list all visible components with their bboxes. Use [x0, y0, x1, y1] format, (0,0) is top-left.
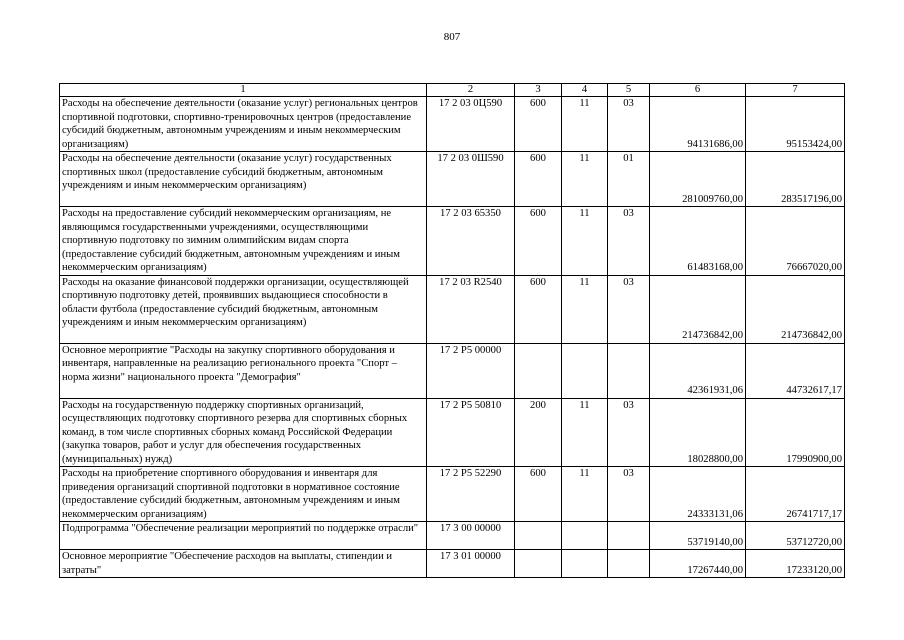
- row-amount-year1: 42361931,06: [650, 343, 746, 398]
- row-code: 17 2 03 0Ц590: [427, 97, 515, 152]
- table-header-row: [60, 84, 845, 97]
- row-expense-type: 200: [515, 398, 562, 467]
- header-cell: 3: [515, 84, 562, 97]
- table-row: [60, 343, 845, 398]
- row-amount-year2: 214736842,00: [746, 275, 845, 343]
- table-row: [60, 207, 845, 276]
- row-section: 11: [562, 152, 608, 207]
- row-subsection: [608, 522, 650, 550]
- table-row: [60, 467, 845, 522]
- table-row: [60, 522, 845, 550]
- row-code: 17 2 03 65350: [427, 207, 515, 276]
- row-amount-year2: 17233120,00: [746, 550, 845, 578]
- row-description: Подпрограмма "Обеспечение реализации мероприятий по поддержке отрасли": [60, 522, 427, 550]
- row-description: Расходы на предоставление субсидий некоммерческим организациям, не являющимся государственными учреждениями, осуществляющими спортивную подготовку по зимним олимпийским видам спорта (предоставление субсидий бюджетным, автономным учреждениям и иным некоммерческим организациям): [60, 207, 427, 276]
- row-code: 17 2 P5 00000: [427, 343, 515, 398]
- header-cell: 1: [60, 84, 427, 97]
- row-expense-type: 600: [515, 152, 562, 207]
- row-section: 11: [562, 97, 608, 152]
- row-description: Расходы на обеспечение деятельности (оказание услуг) региональных центров спортивной подготовки, спортивно-тренировочных центров (предоставление субсидий бюджетным, автономным учреждениям и иным некоммерческим организациям): [60, 97, 427, 152]
- row-amount-year1: 18028800,00: [650, 398, 746, 467]
- budget-table: [59, 83, 845, 578]
- row-code: 17 2 P5 50810: [427, 398, 515, 467]
- row-amount-year2: 26741717,17: [746, 467, 845, 522]
- row-section: [562, 522, 608, 550]
- row-description: Основное мероприятие "Обеспечение расходов на выплаты, стипендии и затраты": [60, 550, 427, 578]
- row-description: Расходы на государственную поддержку спортивных организаций, осуществляющих подготовку спортивного резерва для спортивных сборных команд, в том числе спортивных сборных команд Российской Федерации (закупка товаров, работ и услуг для обеспечения государственных (муниципальных) нужд): [60, 398, 427, 467]
- row-amount-year2: 283517196,00: [746, 152, 845, 207]
- row-expense-type: [515, 550, 562, 578]
- row-subsection: 03: [608, 97, 650, 152]
- row-section: [562, 343, 608, 398]
- row-expense-type: 600: [515, 207, 562, 276]
- row-amount-year1: 24333131,06: [650, 467, 746, 522]
- header-cell: 4: [562, 84, 608, 97]
- row-amount-year1: 214736842,00: [650, 275, 746, 343]
- row-expense-type: [515, 343, 562, 398]
- row-amount-year2: 44732617,17: [746, 343, 845, 398]
- header-cell: 7: [746, 84, 845, 97]
- header-cell: 2: [427, 84, 515, 97]
- row-section: 11: [562, 467, 608, 522]
- page-number: 807: [443, 31, 461, 43]
- table-row: [60, 97, 845, 152]
- row-amount-year1: 281009760,00: [650, 152, 746, 207]
- row-description: Расходы на приобретение спортивного оборудования и инвентаря для приведения организаций спортивной подготовки в нормативное состояние (предоставление субсидий бюджетным, автономным учреждениям и иным некоммерческим организациям): [60, 467, 427, 522]
- row-expense-type: [515, 522, 562, 550]
- row-amount-year2: 95153424,00: [746, 97, 845, 152]
- row-expense-type: 600: [515, 97, 562, 152]
- row-section: [562, 550, 608, 578]
- row-code: 17 2 03 R2540: [427, 275, 515, 343]
- row-amount-year2: 53712720,00: [746, 522, 845, 550]
- row-section: 11: [562, 398, 608, 467]
- row-subsection: 03: [608, 467, 650, 522]
- row-code: 17 2 P5 52290: [427, 467, 515, 522]
- row-description: Расходы на обеспечение деятельности (оказание услуг) государственных спортивных школ (предоставление субсидий бюджетным, автономным учреждениям и иным некоммерческим организациям): [60, 152, 427, 207]
- table-row: [60, 275, 845, 343]
- row-code: 17 3 00 00000: [427, 522, 515, 550]
- row-description: Расходы на оказание финансовой поддержки организации, осуществляющей спортивную подготовку детей, проявивших выдающиеся способности в области футбола (предоставление субсидий бюджетным, автономным учреждениям и иным некоммерческим организациям): [60, 275, 427, 343]
- row-amount-year1: 61483168,00: [650, 207, 746, 276]
- row-amount-year1: 17267440,00: [650, 550, 746, 578]
- header-cell: 5: [608, 84, 650, 97]
- table-row: [60, 152, 845, 207]
- row-expense-type: 600: [515, 275, 562, 343]
- row-subsection: [608, 343, 650, 398]
- row-code: 17 3 01 00000: [427, 550, 515, 578]
- row-amount-year2: 76667020,00: [746, 207, 845, 276]
- row-amount-year1: 94131686,00: [650, 97, 746, 152]
- table-row: [60, 398, 845, 467]
- row-subsection: 03: [608, 275, 650, 343]
- table-row: [60, 550, 845, 578]
- row-subsection: 01: [608, 152, 650, 207]
- row-amount-year2: 17990900,00: [746, 398, 845, 467]
- header-cell: 6: [650, 84, 746, 97]
- row-subsection: [608, 550, 650, 578]
- row-code: 17 2 03 0Ш590: [427, 152, 515, 207]
- row-description: Основное мероприятие "Расходы на закупку спортивного оборудования и инвентаря, направленные на реализацию регионального проекта "Спорт – норма жизни" национального проекта "Демография": [60, 343, 427, 398]
- row-subsection: 03: [608, 398, 650, 467]
- row-subsection: 03: [608, 207, 650, 276]
- row-expense-type: 600: [515, 467, 562, 522]
- row-section: 11: [562, 275, 608, 343]
- row-amount-year1: 53719140,00: [650, 522, 746, 550]
- row-section: 11: [562, 207, 608, 276]
